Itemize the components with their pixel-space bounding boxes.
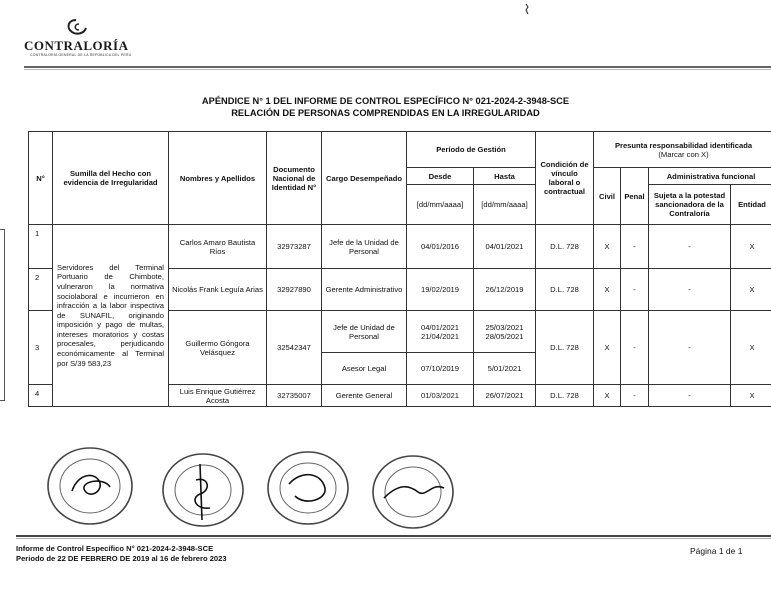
hasta-format: [dd/mm/aaaa]	[474, 185, 536, 225]
row-no: 3	[29, 311, 53, 385]
persons-table	[28, 131, 771, 407]
row-no: 4	[29, 385, 53, 407]
margin-bracket	[0, 229, 5, 401]
row-no: 2	[29, 269, 53, 311]
table-row	[29, 225, 771, 269]
row-penal: -	[621, 269, 649, 311]
title-line-2: RELACIÓN DE PERSONAS COMPRENDIDAS EN LA IRREGULARIDAD	[231, 108, 540, 118]
row-civil: X	[594, 311, 621, 385]
row-penal: -	[621, 385, 649, 407]
row-dni: 32735007	[267, 385, 322, 407]
col-header-presunta	[594, 132, 771, 168]
row-entidad: X	[731, 311, 771, 385]
presunta-title: Presunta responsabilidad identificada	[614, 140, 753, 150]
col-header-documento: Documento Nacional de Identidad N°	[267, 132, 322, 225]
col-header-desde: Desde	[407, 168, 474, 185]
row-nombre: Guillermo Góngora Velásquez	[169, 311, 267, 385]
row-no: 1	[29, 225, 53, 269]
seal-stamp	[160, 450, 246, 530]
row-penal: -	[621, 311, 649, 385]
col-header-entidad: Entidad	[731, 185, 771, 225]
desde-format: [dd/mm/aaaa]	[407, 185, 474, 225]
footer-rule-thin	[16, 538, 771, 539]
row-dni: 32973287	[267, 225, 322, 269]
row-civil: X	[594, 269, 621, 311]
col-header-hasta: Hasta	[474, 168, 536, 185]
row-civil: X	[594, 385, 621, 407]
title-line-1: APÉNDICE N° 1 DEL INFORME DE CONTROL ESPECÍFICO N° 021-2024-2-3948-SCE	[201, 96, 570, 106]
row-condicion: D.L. 728	[536, 225, 594, 269]
footer-rule	[16, 535, 771, 537]
seal-stamp	[44, 443, 136, 529]
row-desde: 04/01/2016	[407, 225, 474, 269]
row-cargo-2: Asesor Legal	[322, 353, 407, 385]
col-header-condicion: Condición de vínculo laboral o contractual	[536, 132, 594, 225]
row-entidad: X	[731, 225, 771, 269]
row-hasta-2: 5/01/2021	[474, 353, 536, 385]
row-desde: 04/01/2021 21/04/2021	[407, 311, 474, 353]
row-hasta: 26/12/2019	[474, 269, 536, 311]
document-title	[0, 95, 771, 119]
row-cargo: Gerente Administrativo	[322, 269, 407, 311]
row-hasta: 04/01/2021	[474, 225, 536, 269]
logo-name: CONTRALORÍA	[24, 38, 129, 53]
presunta-subtitle: (Marcar con X)	[658, 149, 709, 159]
row-entidad: X	[731, 385, 771, 407]
row-cargo: Jefe de la Unidad de Personal	[322, 225, 407, 269]
col-header-periodo: Período de Gestión	[407, 132, 536, 168]
row-nombre: Luis Enrique Gutiérrez Acosta	[169, 385, 267, 407]
row-penal: -	[621, 225, 649, 269]
seal-stamp	[265, 448, 351, 528]
row-condicion: D.L. 728	[536, 269, 594, 311]
col-header-nombres: Nombres y Apellidos	[169, 132, 267, 225]
sumilla-text: Servidores del Terminal Portuario de Chimbote, vulneraron la normativa sociolaboral e incurrieron en infracción a la labor inspectiva de SUNAFIL, originando imposición y pago de multas, intereses moratorios y costas procesales, perjudicando económicamente al Terminal por S/39 583,23	[53, 225, 169, 407]
col-header-civil: Civil	[594, 168, 621, 225]
row-hasta: 26/07/2021	[474, 385, 536, 407]
row-dni: 32542347	[267, 311, 322, 385]
row-sujeta: -	[649, 269, 731, 311]
row-entidad: X	[731, 269, 771, 311]
seal-stamp	[370, 452, 456, 532]
row-hasta: 25/03/2021 28/05/2021	[474, 311, 536, 353]
col-header-penal: Penal	[621, 168, 649, 225]
row-sujeta: -	[649, 225, 731, 269]
col-header-sumilla: Sumilla del Hecho con evidencia de Irregularidad	[53, 132, 169, 225]
col-header-admin: Administrativa funcional	[649, 168, 771, 185]
row-desde: 19/02/2019	[407, 269, 474, 311]
row-desde-2: 07/10/2019	[407, 353, 474, 385]
row-cargo: Gerente General	[322, 385, 407, 407]
col-header-sujeta: Sujeta a la potestad sancionadora de la Contraloría	[649, 185, 731, 225]
col-header-cargo: Cargo Desempeñado	[322, 132, 407, 225]
row-sujeta: -	[649, 311, 731, 385]
footer-line-1: Informe de Control Específico N° 021-2024-2-3948-SCE	[16, 544, 214, 553]
row-condicion: D.L. 728	[536, 311, 594, 385]
row-cargo: Jefe de Unidad de Personal	[322, 311, 407, 353]
row-sujeta: -	[649, 385, 731, 407]
page-number: Página 1 de 1	[690, 546, 743, 556]
logo-subtitle: CONTRALORÍA GENERAL DE LA REPÚBLICA DEL PERÚ	[30, 53, 132, 57]
footer-info	[16, 544, 227, 564]
row-condicion: D.L. 728	[536, 385, 594, 407]
footer-line-2: Periodo de 22 DE FEBRERO DE 2019 al 16 de febrero 2023	[16, 554, 227, 563]
row-nombre: Nicolás Frank Leguía Arias	[169, 269, 267, 311]
row-dni: 32927890	[267, 269, 322, 311]
row-nombre: Carlos Amaro Bautista Ríos	[169, 225, 267, 269]
header-rule-thin	[24, 69, 771, 70]
scan-mark	[525, 2, 529, 16]
header-rule	[24, 66, 771, 68]
col-header-no: N°	[29, 132, 53, 225]
row-civil: X	[594, 225, 621, 269]
row-desde: 01/03/2021	[407, 385, 474, 407]
